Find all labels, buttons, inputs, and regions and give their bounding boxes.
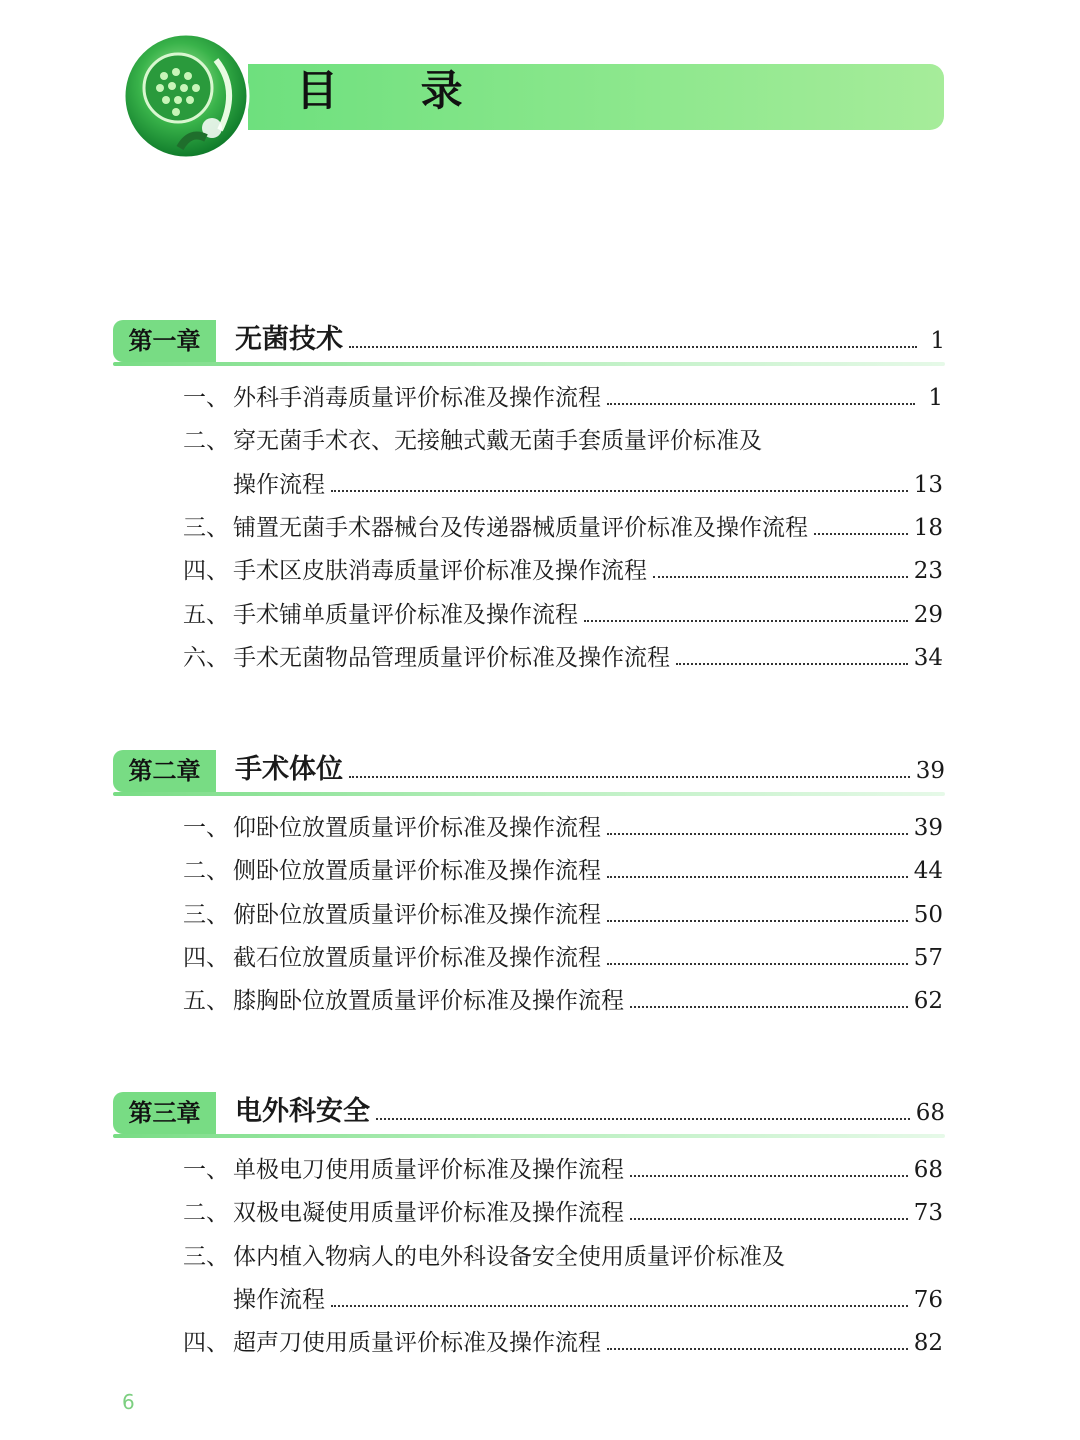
entry-title: 铺置无菌手术器械台及传递器械质量评价标准及操作流程 xyxy=(233,514,808,541)
dot-leader xyxy=(376,1118,910,1120)
dot-leader xyxy=(630,1175,908,1177)
entry-number: 二、 xyxy=(183,1200,229,1227)
entry-number: 一、 xyxy=(183,1157,229,1183)
entry-title-continued: 操作流程 xyxy=(233,1286,325,1313)
entry-page: 34 xyxy=(913,644,943,671)
entry-number: 一、 xyxy=(183,385,229,411)
toc-entry[interactable] xyxy=(183,943,943,973)
toc-entry[interactable] xyxy=(183,1155,943,1185)
toc-entry-continuation[interactable] xyxy=(233,470,943,500)
entry-title: 双极电凝使用质量评价标准及操作流程 xyxy=(233,1200,624,1227)
entry-number: 四、 xyxy=(183,944,229,971)
toc-entry[interactable] xyxy=(183,900,943,930)
dot-leader xyxy=(331,490,908,492)
chapter-title: 电外科安全 xyxy=(235,1096,370,1127)
chapter-page: 1 xyxy=(930,328,945,354)
dot-leader xyxy=(630,1218,908,1220)
toc-entry[interactable] xyxy=(183,600,943,630)
entry-title: 膝胸卧位放置质量评价标准及操作流程 xyxy=(233,988,624,1015)
dot-leader xyxy=(607,403,915,405)
dot-leader xyxy=(331,1305,908,1307)
entry-page: 1 xyxy=(928,385,943,411)
entry-title: 穿无菌手术衣、无接触式戴无菌手套质量评价标准及 xyxy=(233,428,762,455)
dot-leader xyxy=(653,576,908,578)
dot-leader xyxy=(607,1348,908,1350)
dot-leader xyxy=(814,533,908,535)
entry-page: 18 xyxy=(913,514,943,541)
entry-page: 44 xyxy=(913,858,943,885)
chapter-entry xyxy=(235,748,945,792)
toc-entry-continuation[interactable] xyxy=(233,1285,943,1315)
chapter-badge: 第一章 xyxy=(113,320,216,362)
chapter-title: 无菌技术 xyxy=(235,324,343,355)
entry-title: 单极电刀使用质量评价标准及操作流程 xyxy=(233,1157,624,1183)
entry-title: 手术无菌物品管理质量评价标准及操作流程 xyxy=(233,644,670,671)
entry-page: 57 xyxy=(913,944,943,971)
entry-page: 62 xyxy=(913,988,943,1015)
chapter-title: 手术体位 xyxy=(235,754,343,785)
entry-title-continued: 操作流程 xyxy=(233,471,325,498)
entry-title: 截石位放置质量评价标准及操作流程 xyxy=(233,944,601,971)
chapter-page: 68 xyxy=(915,1100,945,1126)
chapter-rule xyxy=(113,362,945,366)
entry-title: 侧卧位放置质量评价标准及操作流程 xyxy=(233,858,601,885)
entry-page: 68 xyxy=(913,1157,943,1183)
toc-entry[interactable] xyxy=(183,813,943,843)
toc-entry[interactable] xyxy=(183,426,943,456)
entry-number: 五、 xyxy=(183,601,229,628)
entry-number: 六、 xyxy=(183,644,229,671)
surgical-lamp-icon xyxy=(120,30,252,162)
dot-leader xyxy=(607,920,908,922)
chapter-rule xyxy=(113,792,945,796)
toc-header xyxy=(118,28,948,160)
entry-page: 82 xyxy=(913,1330,943,1357)
dot-leader xyxy=(607,833,908,835)
entry-page: 13 xyxy=(913,471,943,498)
entry-number: 三、 xyxy=(183,1243,229,1270)
dot-leader xyxy=(349,346,917,348)
toc-entry[interactable] xyxy=(183,986,943,1016)
entry-title: 仰卧位放置质量评价标准及操作流程 xyxy=(233,815,601,841)
toc-entry[interactable] xyxy=(183,1328,943,1358)
entry-title: 体内植入物病人的电外科设备安全使用质量评价标准及 xyxy=(233,1243,785,1270)
entry-page: 29 xyxy=(913,601,943,628)
entry-number: 五、 xyxy=(183,988,229,1015)
entry-page: 50 xyxy=(913,901,943,928)
dot-leader xyxy=(630,1006,908,1008)
entry-number: 三、 xyxy=(183,901,229,928)
chapter-heading[interactable] xyxy=(113,1090,945,1136)
entry-number: 三、 xyxy=(183,514,229,541)
chapter-heading[interactable] xyxy=(113,748,945,794)
chapter-badge: 第三章 xyxy=(113,1092,216,1134)
entry-title: 手术区皮肤消毒质量评价标准及操作流程 xyxy=(233,558,647,585)
toc-entry[interactable] xyxy=(183,643,943,673)
entry-title: 手术铺单质量评价标准及操作流程 xyxy=(233,601,578,628)
dot-leader xyxy=(584,620,908,622)
entry-number: 二、 xyxy=(183,428,229,455)
chapter-entry xyxy=(235,1090,945,1134)
entry-title: 超声刀使用质量评价标准及操作流程 xyxy=(233,1330,601,1357)
chapter-entry xyxy=(235,318,945,362)
dot-leader xyxy=(607,876,908,878)
toc-entry[interactable] xyxy=(183,556,943,586)
entry-page: 23 xyxy=(913,558,943,585)
dot-leader xyxy=(349,776,910,778)
chapter-badge: 第二章 xyxy=(113,750,216,792)
entry-title: 外科手消毒质量评价标准及操作流程 xyxy=(233,385,601,411)
entry-number: 四、 xyxy=(183,558,229,585)
dot-leader xyxy=(676,663,908,665)
dot-leader xyxy=(607,963,908,965)
entry-page: 73 xyxy=(913,1200,943,1227)
chapter-heading[interactable] xyxy=(113,318,945,364)
page-title: 目 录 xyxy=(296,66,497,115)
entry-number: 二、 xyxy=(183,858,229,885)
toc-entry[interactable] xyxy=(183,383,943,413)
entry-title: 俯卧位放置质量评价标准及操作流程 xyxy=(233,901,601,928)
toc-entry[interactable] xyxy=(183,856,943,886)
entry-number: 一、 xyxy=(183,815,229,841)
entry-page: 76 xyxy=(913,1286,943,1313)
entry-page: 39 xyxy=(913,815,943,841)
toc-entry[interactable] xyxy=(183,1198,943,1228)
toc-entry[interactable] xyxy=(183,1242,943,1272)
entry-number: 四、 xyxy=(183,1330,229,1357)
toc-entry[interactable] xyxy=(183,513,943,543)
page-number: 6 xyxy=(122,1390,135,1414)
chapter-page: 39 xyxy=(915,758,945,784)
chapter-rule xyxy=(113,1134,945,1138)
